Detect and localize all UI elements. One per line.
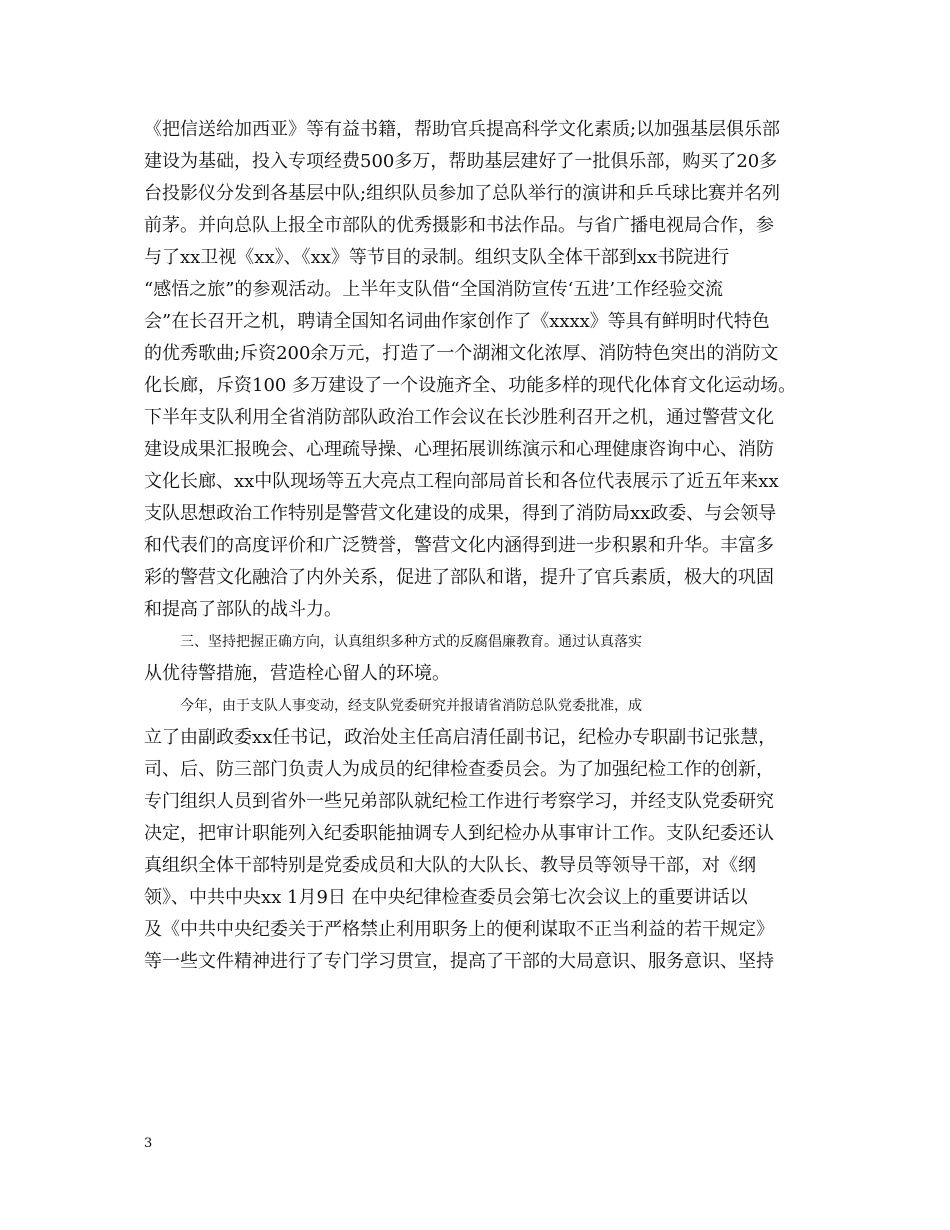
text-line: 前茅。并向总队上报全市部队的优秀摄影和书法作品。与省广播电视局合作，参	[144, 215, 774, 236]
text-line: 等一些文件精神进行了专门学习贯宣，提高了干部的大局意识、服务意识、坚持	[144, 951, 774, 972]
text-line: 今年，由于支队人事变动，经支队党委研究并报请省消防总队党委批准，成	[180, 698, 642, 714]
text-line: 的优秀歌曲;斥资200余万元，打造了一个湖湘文化浓厚、消防特色突出的消防文	[144, 343, 779, 364]
text-line: 及《中共中央纪委关于严格禁止利用职务上的便利谋取不正当利益的若干规定》	[144, 919, 774, 940]
text-line: 建设为基础，投入专项经费500多万，帮助基层建好了一批俱乐部，购买了20多	[144, 151, 778, 172]
text-line: 和代表们的高度评价和广泛赞誉，警营文化内涵得到进一步积累和升华。丰富多	[144, 535, 774, 556]
text-line: 化长廊，斥资100 多万建设了一个设施齐全、功能多样的现代化体育文化运动场。	[144, 375, 797, 396]
text-line: 和提高了部队的战斗力。	[144, 599, 342, 620]
text-line: 三、坚持把握正确方向，认真组织多种方式的反腐倡廉教育。通过认真落实	[180, 634, 642, 650]
text-line: 司、后、防三部门负责人为成员的纪律检查委员会。为了加强纪检工作的创新，	[144, 759, 774, 780]
text-line: 下半年支队利用全省消防部队政治工作会议在长沙胜利召开之机，通过警营文化	[144, 407, 774, 428]
body-text	[144, 114, 824, 978]
text-line: “感悟之旅”的参观活动。上半年支队借“全国消防宣传‘五进’工作经验交流	[144, 279, 724, 300]
text-line: 会”在长召开之机，聘请全国知名词曲作家创作了《xxxx》等具有鲜明时代特色	[144, 311, 770, 332]
text-line: 文化长廊、xx中队现场等五大亮点工程向部局首长和各位代表展示了近五年来xx	[144, 471, 779, 492]
text-line: 与了xx卫视《xx》、《xx》等节目的录制。组织支队全体干部到xx书院进行	[144, 247, 730, 268]
text-line: 彩的警营文化融洽了内外关系，促进了部队和谐，提升了官兵素质，极大的巩固	[144, 567, 774, 588]
text-line: 真组织全体干部特别是党委成员和大队的大队长、教导员等领导干部，对《纲	[144, 855, 756, 876]
text-line: 支队思想政治工作特别是警营文化建设的成果，得到了消防局xx政委、与会领导	[144, 503, 777, 524]
text-line: 立了由副政委xx任书记，政治处主任高启清任副书记，纪检办专职副书记张慧，	[144, 727, 777, 748]
page-number: 3	[144, 1136, 153, 1151]
text-line: 领》、中共中央xx 1月9日 在中央纪律检查委员会第七次会议上的重要讲话以	[144, 887, 748, 908]
text-line: 专门组织人员到省外一些兄弟部队就纪检工作进行考察学习，并经支队党委研究	[144, 791, 774, 812]
text-line: 决定，把审计职能列入纪委职能抽调专人到纪检办从事审计工作。支队纪委还认	[144, 823, 774, 844]
text-line: 《把信送给加西亚》等有益书籍，帮助官兵提高科学文化素质;以加强基层俱乐部	[144, 119, 781, 140]
text-line: 从优待警措施，营造栓心留人的环境。	[144, 663, 450, 684]
text-line: 建设成果汇报晚会、心理疏导操、心理拓展训练演示和心理健康咨询中心、消防	[144, 439, 774, 460]
text-line: 台投影仪分发到各基层中队;组织队员参加了总队举行的演讲和乒乓球比赛并名列	[144, 183, 781, 204]
